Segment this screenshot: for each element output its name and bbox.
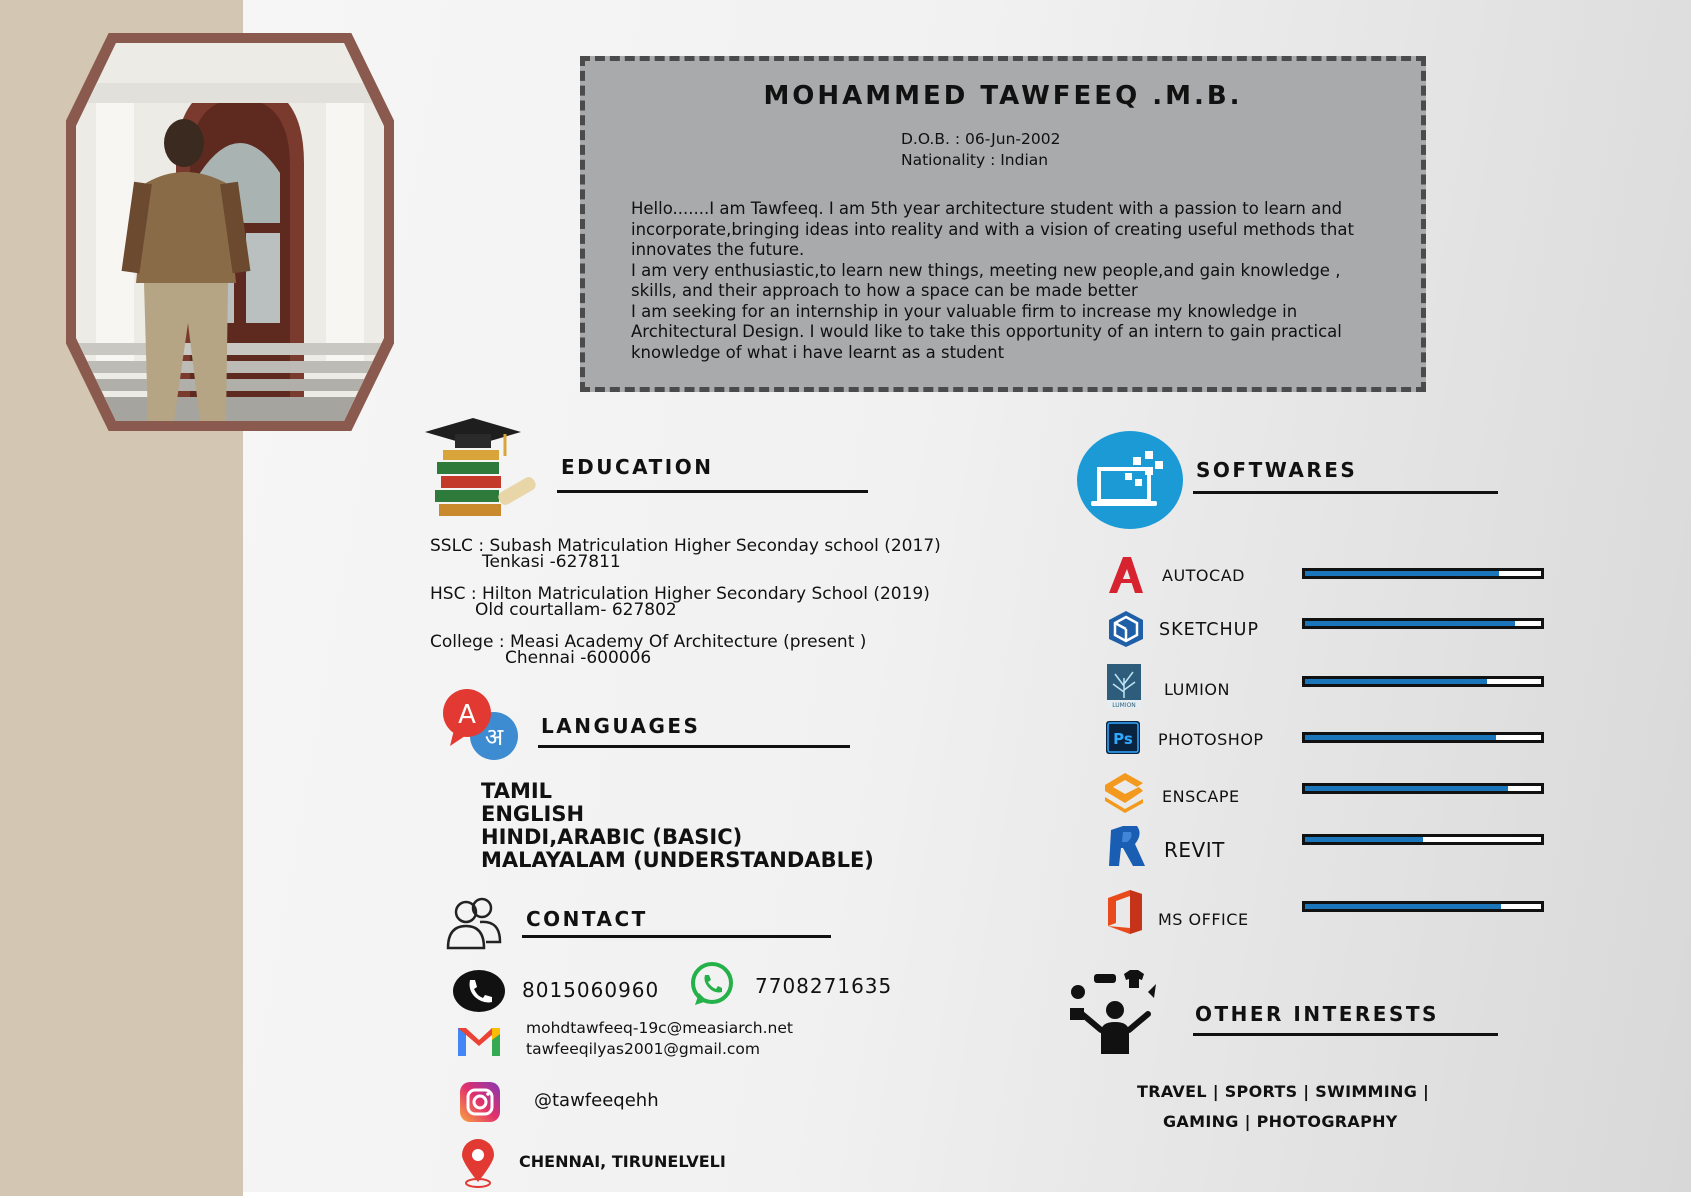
education-icon [425,418,543,522]
contact-people-icon [446,896,502,950]
autocad-icon [1109,557,1143,593]
svg-text:Ps: Ps [1113,730,1133,748]
software-name: LUMION [1164,680,1230,699]
software-name: SKETCHUP [1159,620,1260,640]
interests-line: TRAVEL | SPORTS | SWIMMING | [1137,1082,1430,1101]
interests-line: GAMING | PHOTOGRAPHY [1163,1112,1398,1131]
enscape-icon [1101,771,1147,813]
softwares-heading: SOFTWARES [1196,458,1358,482]
whatsapp-number[interactable]: 7708271635 [755,974,893,998]
language-item: HINDI,ARABIC (BASIC) [481,825,743,849]
software-name: ENSCAPE [1162,787,1240,806]
profile-photo [76,43,384,421]
languages-icon [442,688,522,764]
skill-fill [1305,735,1496,740]
education-school: HSC : Hilton Matriculation Higher Secondary School (2019) [430,584,930,604]
contact-heading: CONTACT [526,907,648,931]
about-paragraph: Hello.......I am Tawfeeq. I am 5th year architecture student with a passion to learn and incorporate,bringing ideas into reality and with a vision of creating useful methods that innovates the future. [631,199,1354,259]
enscape-skill-bar [1302,783,1544,794]
person-name: MOHAMMED TAWFEEQ .M.B. [763,81,1243,111]
date-of-birth: D.O.B. : 06-Jun-2002 [901,130,1061,148]
ms-office-icon [1104,890,1144,934]
language-item: MALAYALAM (UNDERSTANDABLE) [481,848,874,872]
location-text: CHENNAI, TIRUNELVELI [519,1152,726,1171]
education-item [430,586,930,618]
about-paragraph: I am very enthusiastic,to learn new things, meeting new people,and gain knowledge , skills, and their approach to how a space can be made better [631,260,1341,300]
location-pin-icon [460,1138,496,1188]
education-location: Old courtallam- 627802 [475,600,677,620]
personal-details [901,129,1060,171]
lumion-icon [1107,664,1141,708]
skill-fill [1305,571,1499,576]
software-name: AUTOCAD [1162,566,1245,585]
software-name: PHOTOSHOP [1158,730,1264,749]
skill-fill [1305,837,1423,842]
svg-text:अ: अ [484,723,504,751]
education-school: College : Measi Academy Of Architecture (present ) [430,632,867,652]
education-underline [557,490,868,493]
phone-number[interactable]: 8015060960 [522,978,660,1002]
contact-underline [522,935,831,938]
profile-summary-box [580,56,1426,392]
education-location: Chennai -600006 [505,648,652,668]
other-interests-heading: OTHER INTERESTS [1195,1002,1439,1026]
languages-underline [538,745,850,748]
about-paragraph: I am seeking for an internship in your valuable firm to increase my knowledge in Architectural Design. I would like to take this opportunity of an intern to gain practical knowledge of what i have learnt as a student [631,301,1342,362]
language-item: ENGLISH [481,802,585,826]
whatsapp-icon [689,961,735,1007]
instagram-handle[interactable]: @tawfeeqehh [534,1090,659,1111]
skill-fill [1305,679,1487,684]
gmail-icon [458,1026,500,1056]
skill-fill [1305,786,1508,791]
svg-text:A: A [458,700,476,730]
instagram-icon [460,1082,500,1122]
language-item: TAMIL [481,779,553,803]
sketchup-skill-bar [1302,618,1544,629]
skill-fill [1305,621,1515,626]
skill-fill [1305,904,1501,909]
nationality: Nationality : Indian [901,151,1049,169]
svg-text:LUMION: LUMION [1112,702,1136,708]
languages-list [481,780,874,872]
other-interests-underline [1193,1033,1498,1036]
email-address[interactable]: mohdtawfeeq-19c@measiarch.net [526,1019,793,1037]
juggler-icon [1068,970,1162,1054]
softwares-underline [1193,491,1498,494]
sketchup-icon [1107,609,1145,649]
photoshop-icon [1106,721,1140,754]
education-item [430,634,866,666]
ms-office-skill-bar [1302,901,1544,912]
revit-skill-bar [1302,834,1544,845]
education-item [430,538,941,570]
education-school: SSLC : Subash Matriculation Higher Seconday school (2017) [430,536,941,556]
education-location: Tenkasi -627811 [482,552,621,572]
languages-heading: LANGUAGES [541,714,701,738]
software-name: REVIT [1164,838,1225,862]
photoshop-skill-bar [1302,732,1544,743]
autocad-skill-bar [1302,568,1544,579]
bottom-edge-band [243,1192,1691,1196]
education-heading: EDUCATION [561,455,714,479]
profile-photo-frame [66,33,394,431]
laptop-software-icon [1077,431,1183,529]
about-text [631,199,1391,363]
revit-icon [1109,826,1145,866]
email-address[interactable]: tawfeeqilyas2001@gmail.com [526,1040,761,1058]
software-name: MS OFFICE [1158,910,1249,929]
lumion-skill-bar [1302,676,1544,687]
phone-icon [453,970,505,1012]
